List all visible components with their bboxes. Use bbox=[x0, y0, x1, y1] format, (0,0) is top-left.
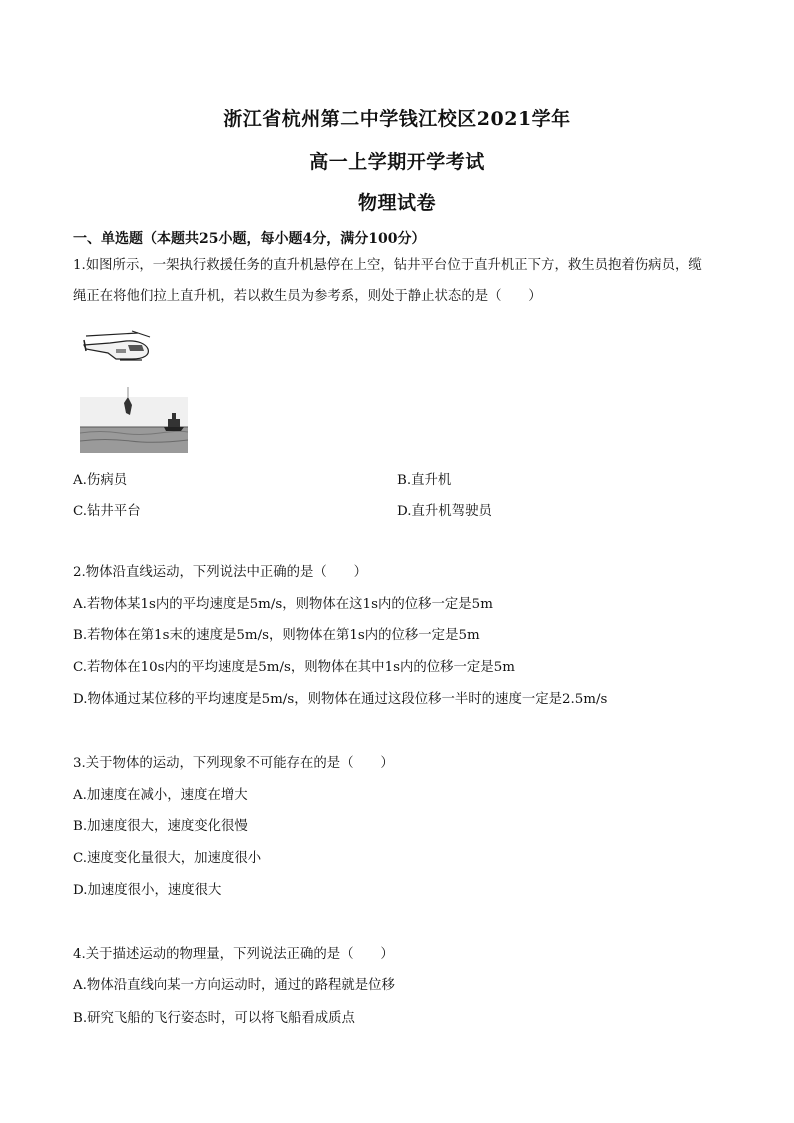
q4-stem: 4.关于描述运动的物理量，下列说法正确的是（ ） bbox=[73, 947, 394, 962]
exam-title-exam: 高一上学期开学考试 bbox=[309, 151, 485, 173]
q1-option-c: C.钻井平台 bbox=[73, 504, 141, 519]
q3-option-d: D.加速度很小，速度很大 bbox=[73, 883, 222, 898]
q4-option-b: B.研究飞船的飞行姿态时，可以将飞船看成质点 bbox=[73, 1011, 355, 1026]
q4-option-a: A.物体沿直线向某一方向运动时，通过的路程就是位移 bbox=[73, 978, 395, 993]
helicopter-icon bbox=[84, 331, 150, 360]
q2-option-a: A.若物体某1s内的平均速度是5m/s，则物体在这1s内的位移一定是5m bbox=[73, 597, 493, 612]
q1-option-a: A.伤病员 bbox=[73, 473, 128, 488]
section-heading: 一、单选题（本题共25小题，每小题4分，满分100分） bbox=[73, 231, 426, 247]
q1-option-d: D.直升机驾驶员 bbox=[397, 504, 492, 519]
q1-stem-line-2: 绳正在将他们拉上直升机，若以救生员为参考系，则处于静止状态的是（ ） bbox=[73, 289, 542, 304]
exam-title-subject: 物理试卷 bbox=[357, 192, 436, 214]
q2-stem: 2.物体沿直线运动，下列说法中正确的是（ ） bbox=[73, 565, 367, 580]
q2-option-d: D.物体通过某位移的平均速度是5m/s，则物体在通过这段位移一半时的速度一定是2.5m/s bbox=[73, 692, 608, 707]
q3-stem: 3.关于物体的运动，下列现象不可能存在的是（ ） bbox=[73, 756, 394, 771]
q3-option-a: A.加速度在减小，速度在增大 bbox=[73, 788, 248, 803]
sea-photo bbox=[80, 387, 188, 453]
exam-title-school: 浙江省杭州第二中学钱江校区2021学年 bbox=[223, 108, 571, 130]
q1-stem-line-1: 1.如图所示，一架执行救援任务的直升机悬停在上空，钻井平台位于直升机正下方，救生员抱着伤病员，缆 bbox=[73, 258, 702, 273]
q2-option-c: C.若物体在10s内的平均速度是5m/s，则物体在其中1s内的位移一定是5m bbox=[73, 660, 515, 675]
q2-option-b: B.若物体在第1s末的速度是5m/s，则物体在第1s内的位移一定是5m bbox=[73, 628, 480, 643]
q1-option-b: B.直升机 bbox=[397, 473, 452, 488]
helicopter-rescue-figure bbox=[80, 327, 188, 453]
q3-option-b: B.加速度很大，速度变化很慢 bbox=[73, 819, 248, 834]
q3-option-c: C.速度变化量很大，加速度很小 bbox=[73, 851, 262, 866]
